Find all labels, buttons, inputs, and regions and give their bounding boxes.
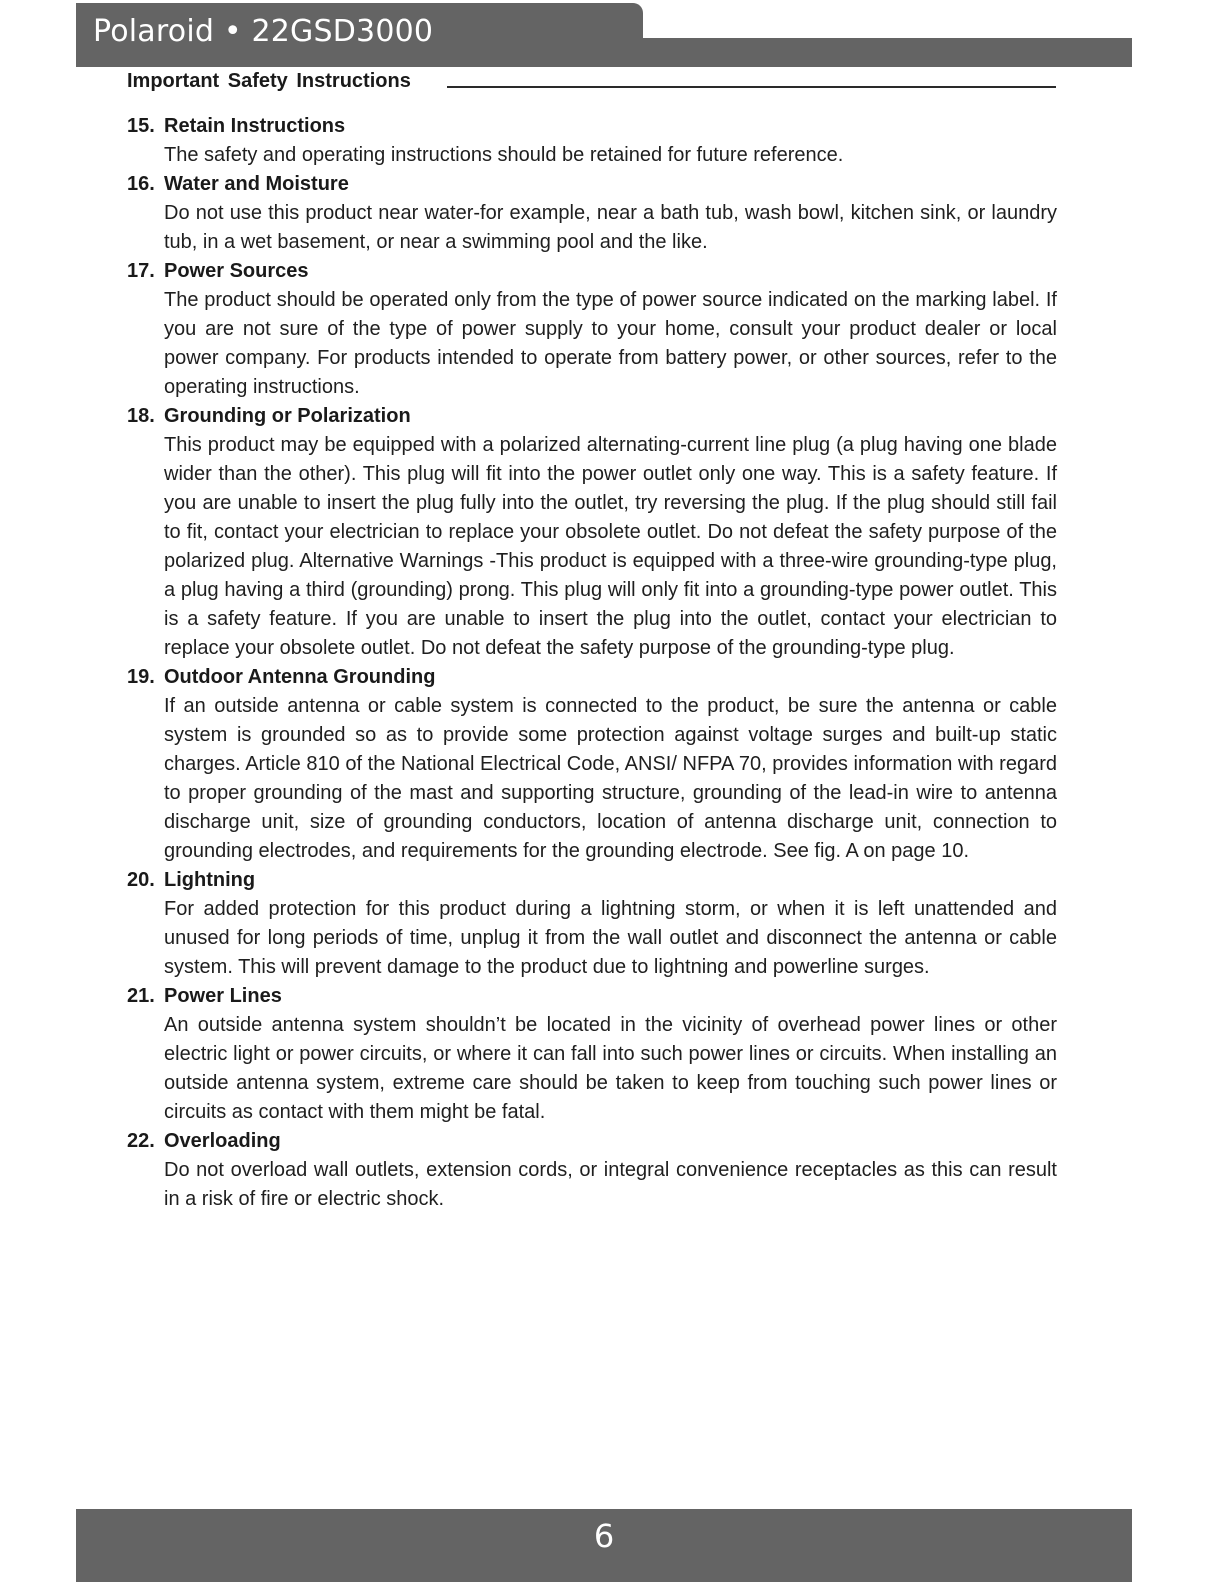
- item-number: 17.: [127, 260, 155, 282]
- item-body: This product may be equipped with a polarized alternating-current line plug (a plug having one blade wider than the other). This plug will fit into the power outlet only one way. This is a safety feature. If you are unable to insert the plug fully into the outlet, try reversing the plug. If the plug should still fail to fit, contact your electrician to replace your obsolete outlet. Do not defeat the safety purpose of the polarized plug. Alternative Warnings -This product is equipped with a three-wire grounding-type plug, a plug having a third (grounding) prong. This plug will only fit into a grounding-type power outlet. This is a safety feature. If you are unable to insert the plug into the outlet, contact your electrician to replace your obsolete outlet. Do not defeat the safety purpose of the grounding-type plug.: [164, 434, 1057, 659]
- instruction-item: [127, 402, 1057, 663]
- item-title: Power Sources: [164, 260, 309, 282]
- item-title: Retain Instructions: [164, 115, 346, 137]
- instruction-item: [127, 982, 1057, 1127]
- item-title: Outdoor Antenna Grounding: [164, 666, 436, 688]
- item-body: Do not use this product near water-for example, near a bath tub, wash bowl, kitchen sink, or laundry tub, in a wet basement, or near a swimming pool and the like.: [164, 202, 1057, 253]
- item-body: For added protection for this product during a lightning storm, or when it is left unattended and unused for long periods of time, unplug it from the wall outlet and disconnect the antenna or cable system. This will prevent damage to the product due to lightning and powerline surges.: [164, 898, 1057, 978]
- item-title: Power Lines: [164, 985, 282, 1007]
- item-title: Grounding or Polarization: [164, 405, 411, 427]
- item-number: 22.: [127, 1130, 155, 1152]
- instruction-item: [127, 257, 1057, 402]
- instruction-item: [127, 170, 1057, 257]
- item-body: The safety and operating instructions should be retained for future reference.: [164, 144, 844, 166]
- section-heading: Important Safety Instructions: [127, 70, 411, 92]
- item-title: Water and Moisture: [164, 173, 349, 195]
- instruction-item: [127, 112, 1057, 170]
- item-number: 16.: [127, 173, 155, 195]
- item-number: 18.: [127, 405, 155, 427]
- item-body: Do not overload wall outlets, extension cords, or integral convenience receptacles as this can result in a risk of fire or electric shock.: [164, 1159, 1057, 1210]
- item-number: 19.: [127, 666, 155, 688]
- instruction-item: [127, 1127, 1057, 1214]
- item-number: 15.: [127, 115, 155, 137]
- instructions-list: [127, 112, 1057, 1214]
- item-body: The product should be operated only from the type of power source indicated on the marking label. If you are not sure of the type of power supply to your home, consult your product dealer or local power company. For products intended to operate from battery power, or other sources, refer to the operating instructions.: [164, 289, 1057, 398]
- item-number: 21.: [127, 985, 155, 1007]
- item-title: Overloading: [164, 1130, 281, 1152]
- section-divider: [447, 86, 1056, 88]
- instruction-item: [127, 663, 1057, 866]
- item-body: If an outside antenna or cable system is connected to the product, be sure the antenna or cable system is grounded so as to provide some protection against voltage surges and built-up static charges. Article 810 of the National Electrical Code, ANSI/ NFPA 70, provides information with regard to proper grounding of the mast and supporting structure, grounding of the lead-in wire to antenna discharge unit, size of grounding conductors, location of antenna discharge unit, connection to grounding electrodes, and requirements for the grounding electrode. See fig. A on page 10.: [164, 695, 1057, 862]
- page-number: 6: [593, 1517, 615, 1555]
- instruction-item: [127, 866, 1057, 982]
- item-number: 20.: [127, 869, 155, 891]
- document-title: Polaroid • 22GSD3000: [93, 14, 434, 49]
- item-title: Lightning: [164, 869, 256, 891]
- item-body: An outside antenna system shouldn’t be located in the vicinity of overhead power lines or other electric light or power circuits, or where it can fall into such power lines or circuits. When installing an outside antenna system, extreme care should be taken to keep from touching such power lines or circuits as contact with them might be fatal.: [164, 1014, 1057, 1123]
